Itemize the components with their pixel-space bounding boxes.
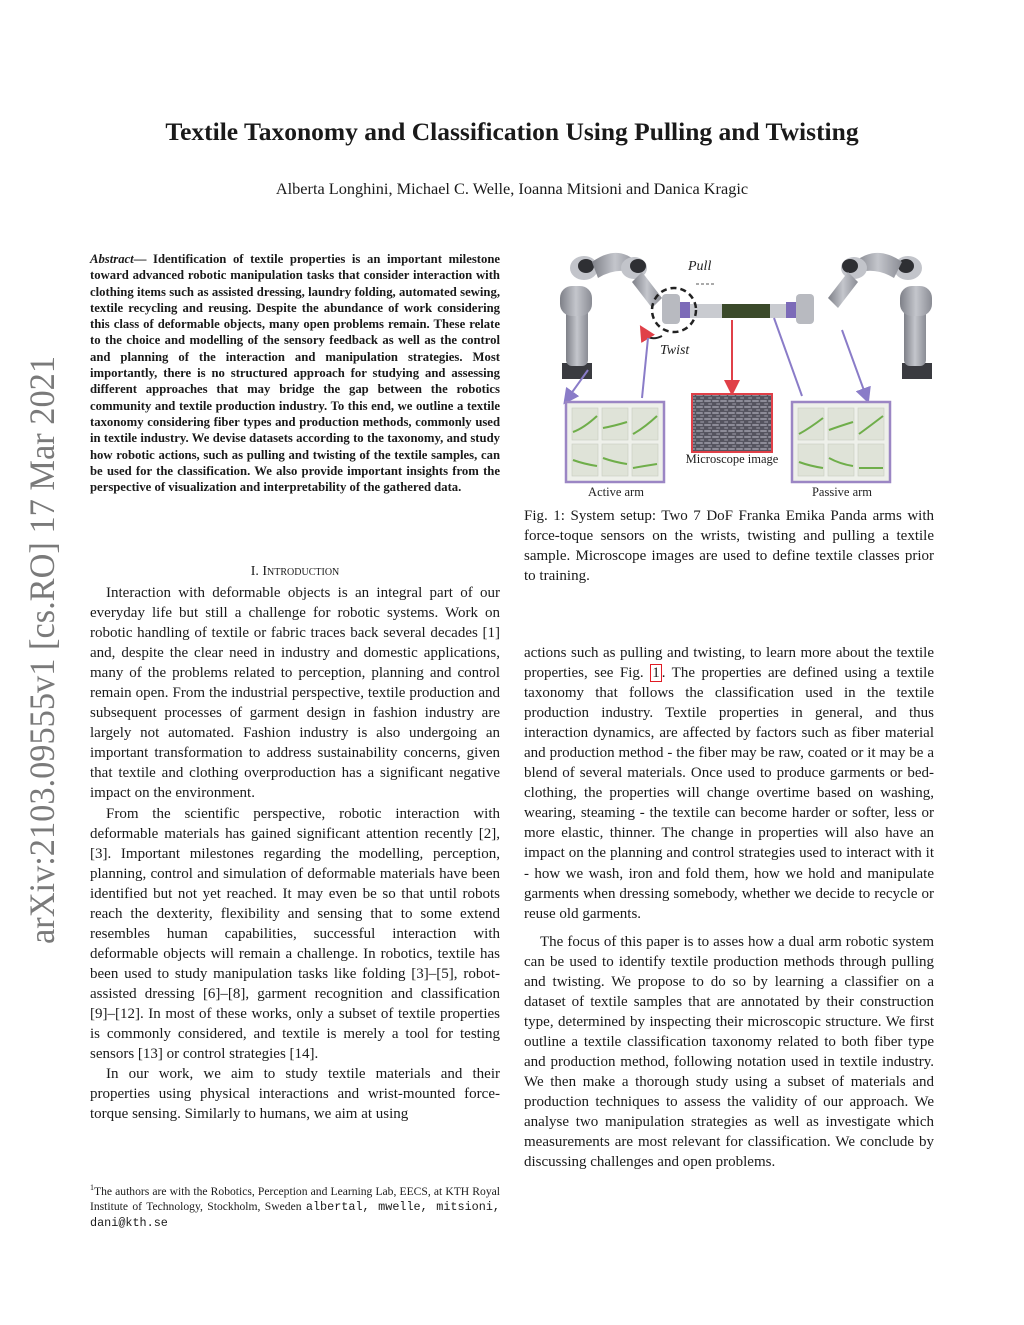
footnote-emails: albertal, mwelle, mitsioni, dani@kth.se: [90, 1199, 500, 1230]
right-column-body: [524, 643, 934, 1172]
pull-label: Pull: [688, 259, 712, 274]
figure-1-caption: Fig. 1: System setup: Two 7 DoF Franka Emika Panda arms with force-toque sensors on the wrists, twisting and pulling a textile sample. Microscope images are used to define textile classes prior to training.: [524, 508, 934, 584]
active-robot-arm: [560, 253, 690, 379]
microscope-image: [692, 394, 772, 452]
microscope-label: Microscope image: [685, 452, 779, 466]
right-paragraph-1: [524, 643, 934, 924]
abstract-dash: —: [133, 252, 154, 266]
introduction-body: [90, 583, 500, 1124]
right-paragraph-1-end: . The properties are defined using a textile taxonomy that follows the classification used in the textile production industry. Textile properties in general, and thus interaction dynamics, are affected by factors such as fiber material and production method - the fiber may be raw, coated or it may be a blend of several materials. Once used to produce garments or bed-clothing, the properties will change overtime based on washing, wearing, steaming - the textile can become harder or softer, less or more elastic, thinner. The change in properties will also have an impact on the planning and control strategies used to interact with it - how we wash, iron and fold them, how we hold and manipulate garments when dressing somebody, whether we decide to recycle or reuse old garments.: [524, 665, 934, 922]
abstract-label: Abstract: [90, 252, 134, 266]
twist-label: Twist: [660, 343, 690, 358]
section-number: I.: [250, 564, 263, 579]
arxiv-identifier-stamp: [10, 355, 70, 945]
intro-paragraph-3: In our work, we aim to study textile materials and their properties using physical interactions and wrist-mounted force-torque sensing. Similarly to humans, we aim at using: [90, 1066, 500, 1123]
arxiv-identifier-text: arXiv:2103.09555v1 [cs.RO] 17 Mar 2021: [22, 355, 62, 944]
paper-title: Textile Taxonomy and Classification Using Pulling and Twisting: [165, 117, 859, 146]
section-heading-introduction: [90, 563, 500, 581]
passive-arm-label: Passive arm: [811, 485, 873, 499]
abstract-text: Identification of textile properties is an important milestone toward advanced robotic manipulation tasks that consider interaction with clothing items such as assisted dressing, laundry folding, automated sewing, textile recycling and reusing. Despite the abundance of work considering this class of deformable objects, many open problems remain. These relate to the choice and modelling of the sensory feedback as well as the control and planning of the interaction and manipulation strategies. Most importantly, there is no structured approach for studying and assessing different approaches that may bridge the gap between the robotics community and textile production industry. To this end, we outline a textile taxonomy considering fiber types and production methods, commonly used in textile industry. We devise datasets according to the taxonomy, and study how robotic actions, such as pulling and twisting of the textile samples, can be used for the classification. We also provide important insights from the perspective of visualization and interpretability of the gathered data.: [90, 252, 501, 495]
active-arm-data-panel: [566, 402, 664, 482]
active-arm-label: Active arm: [588, 485, 644, 499]
figure-1-reference-link[interactable]: 1: [652, 665, 660, 682]
paper-authors: Alberta Longhini, Michael C. Welle, Ioanna Mitsioni and Danica Kragic: [275, 179, 749, 198]
textile-sample: [722, 304, 770, 318]
abstract: [90, 251, 500, 495]
passive-arm-data-panel: [792, 402, 890, 482]
footnote-mark: 1: [90, 1183, 94, 1192]
footnote: [90, 1180, 500, 1231]
right-paragraph-1-start: actions such as pulling and twisting, to learn more about the textile properties, see Fig.: [524, 645, 934, 682]
intro-paragraph-1: Interaction with deformable objects is an integral part of our everyday life but still a challenge for robotic systems. Work on robotic handling of textile or fabric traces back several decades [1] and, despite the clear need in industry and domestic applications, many of the problems related to perception, planning and control remain open. From the industrial perspective, textile production and subsequent processes of garment design in fashion industry are largely not automated. Fashion industry is also undergoing an important transformation to address sustainability concerns, given that textile and clothing overproduction has a significant negative impact on the environment.: [90, 585, 500, 802]
footnote-text: The authors are with the Robotics, Perception and Learning Lab, EECS, at KTH Royal Institute of Technology, Stockholm, Sweden: [90, 1184, 500, 1213]
figure-1-system-setup: [552, 238, 942, 506]
passive-robot-arm: [786, 253, 932, 379]
intro-paragraph-2: From the scientific perspective, robotic interaction with deformable materials has gained significant attention recently [2], [3]. Important milestones regarding the modelling, perception, planning, control and simulation of deformable materials have been identified but not yet reached. It may even be so that until robots reach the dexterity, flexibility and sensing that to some extend resembles human capabilities, successful interaction with deformable objects will remain a challenge. In robotics, textile has been used to study manipulation tasks like folding [3]–[5], robot-assisted dressing [6]–[8], garment recognition and classification [9]–[12]. In most of these works, only a subset of textile properties is commonly considered, and textile is merely a tool for testing sensors [13] or control strategies [14].: [90, 805, 500, 1063]
right-paragraph-2: The focus of this paper is to asses how a dual arm robotic system can be used to identify textile production methods through pulling and twisting. We propose to do so by learning a classifier on a dataset of textile samples that are annotated by their construction type, determined by inspecting their microscopic structure. We first outline a textile classification taxonomy related to both fiber type and production method, following notation used in textile industry. We then make a thorough study using a subset of materials and production techniques to assess the validity of our approach. We analyse two manipulation strategies as well as investigate which measurements are most relevant for classification. We conclude by discussing challenges and open problems.: [524, 933, 934, 1171]
section-title: Introduction: [262, 564, 340, 579]
